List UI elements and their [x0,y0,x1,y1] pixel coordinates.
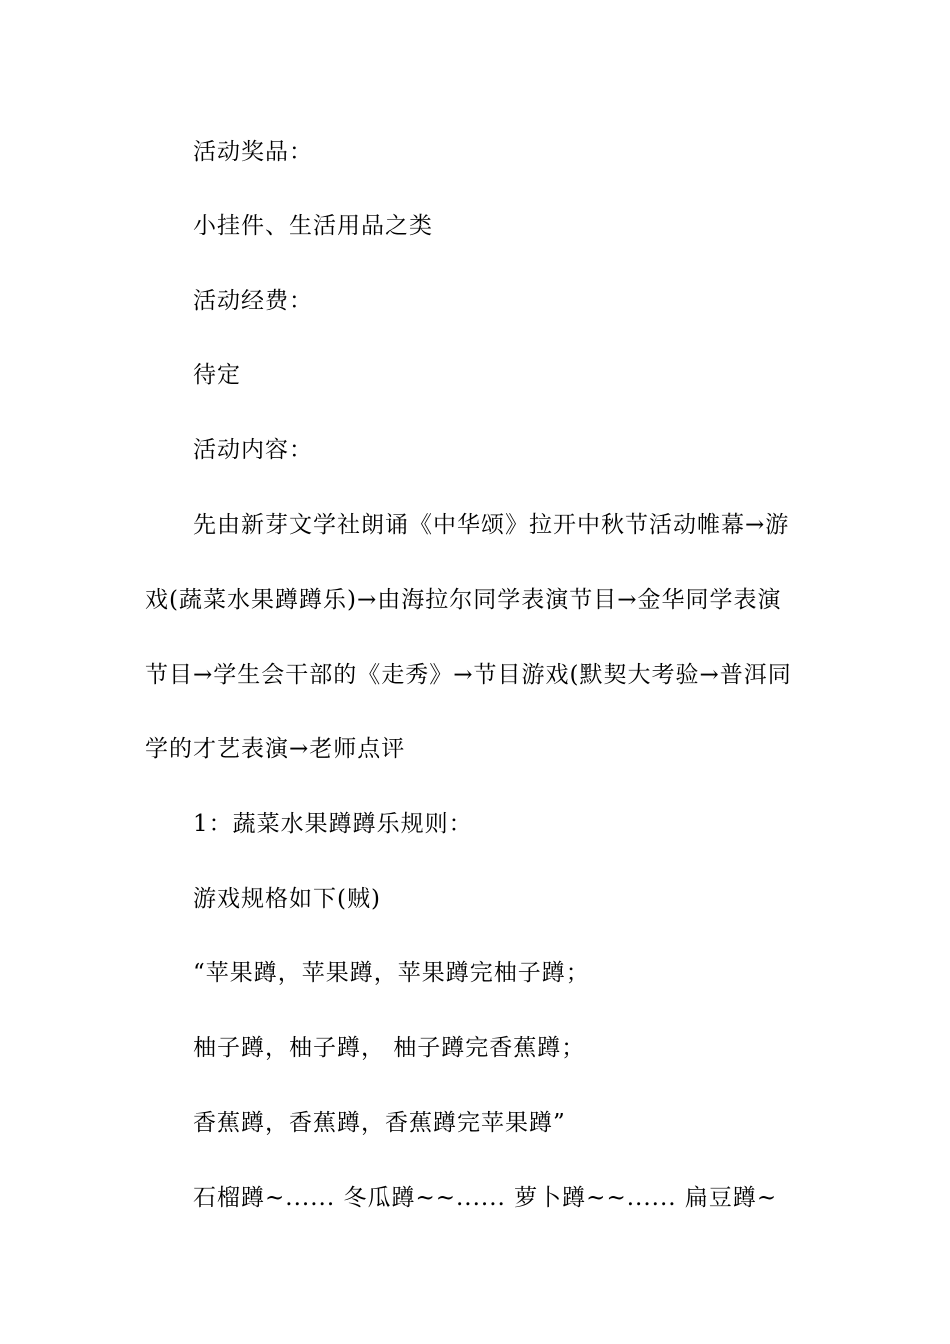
game-rules-heading: 1：蔬菜水果蹲蹲乐规则： [193,811,473,837]
content-paragraph-line-1: 先由新芽文学社朗诵《中华颂》拉开中秋节活动帷幕→游 [193,512,790,538]
chant-line-1: “苹果蹲，苹果蹲，苹果蹲完柚子蹲； [193,960,590,986]
content-heading: 活动内容： [193,437,313,463]
chant-line-2: 柚子蹲，柚子蹲， 柚子蹲完香蕉蹲； [193,1035,586,1061]
content-paragraph-line-3: 节目→学生会干部的《走秀》→节目游戏(默契大考验→普洱同 [145,662,792,688]
content-paragraph-line-4: 学的才艺表演→老师点评 [145,736,406,762]
content-paragraph-line-2: 戏(蔬菜水果蹲蹲乐)→由海拉尔同学表演节目→金华同学表演 [145,587,782,613]
game-rules-intro: 游戏规格如下(贼) [193,886,381,912]
prize-text: 小挂件、生活用品之类 [193,213,433,239]
chant-line-4: 石榴蹲~...... 冬瓜蹲~~...... 萝卜蹲~~...... 扁豆蹲~ [193,1185,778,1211]
budget-heading: 活动经费： [193,288,313,314]
chant-line-3: 香蕉蹲，香蕉蹲，香蕉蹲完苹果蹲” [193,1110,566,1136]
prize-heading: 活动奖品： [193,139,313,165]
budget-text: 待定 [193,362,241,388]
